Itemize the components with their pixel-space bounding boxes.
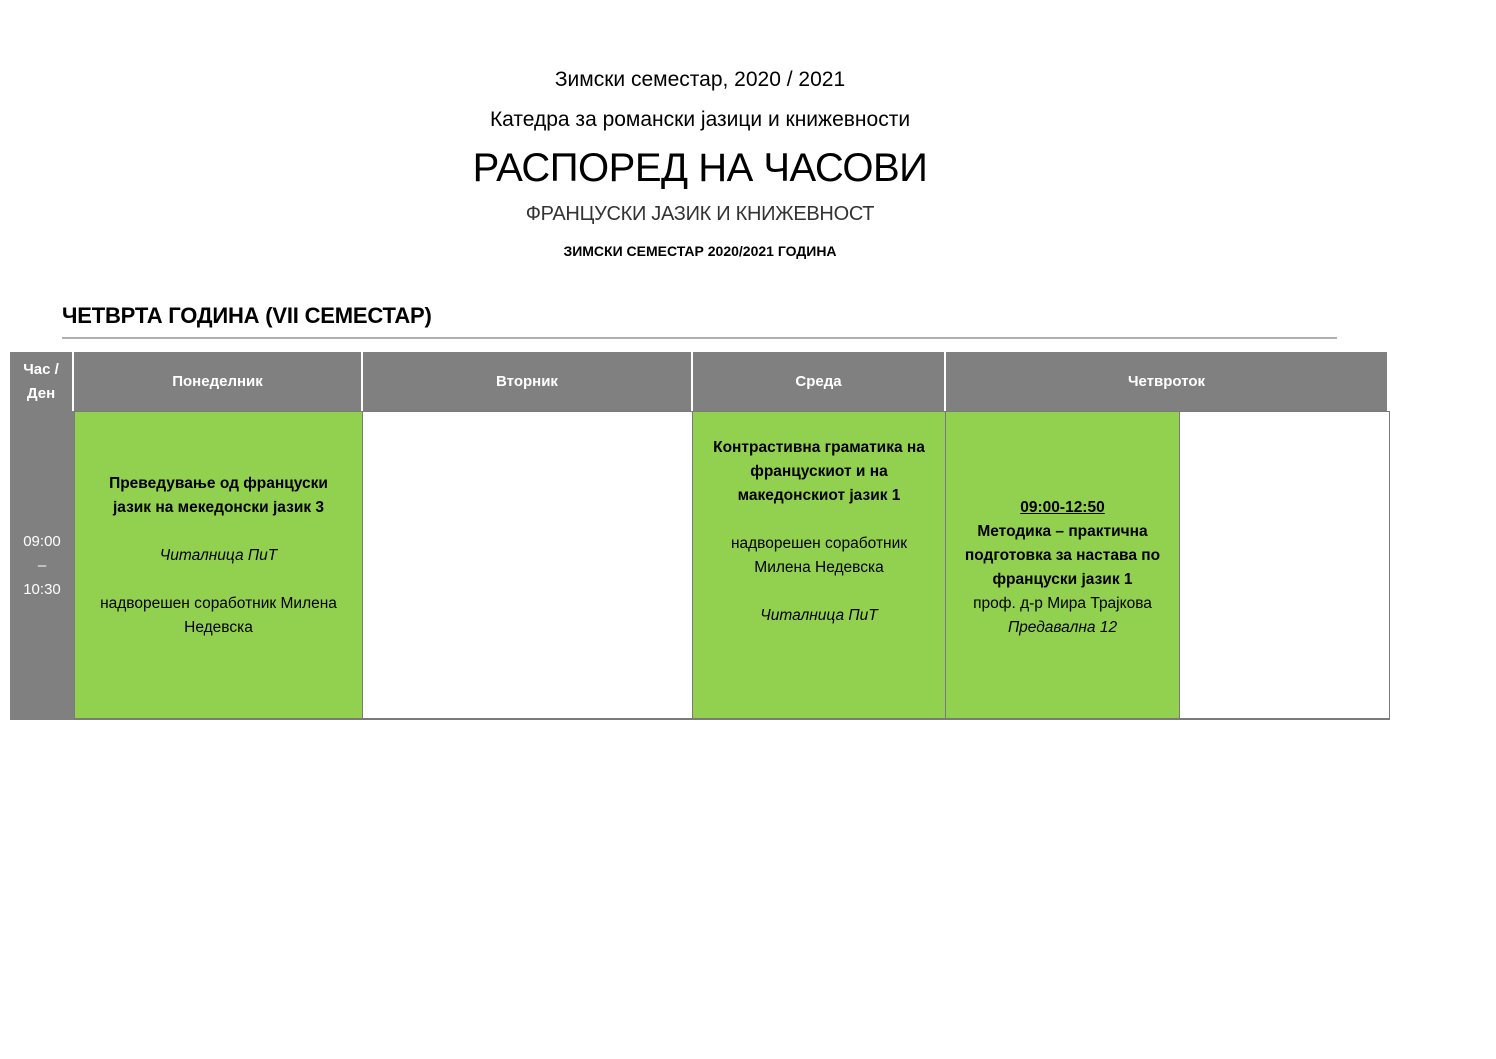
monday-room: Читалница ПиТ (159, 547, 278, 564)
wednesday-course-line: Контрастивна граматика на (713, 439, 925, 456)
monday-course-line: јазик на мекедонски јазик 3 (112, 499, 325, 516)
day-header-monday: Понеделник (74, 352, 363, 411)
monday-lecturer-line: надворешен соработник Милена (100, 595, 337, 612)
day-header-thursday: Четвроток (946, 352, 1387, 411)
time-header-line: Час / (23, 360, 59, 378)
thursday-course-line: подготовка за настава по (964, 547, 1161, 564)
thursday-class-cell (946, 411, 1180, 720)
wednesday-course-line: францускиот и на (750, 463, 888, 480)
day-header-tuesday: Вторник (363, 352, 693, 411)
wednesday-room: Читалница ПиТ (760, 607, 878, 624)
page-title: РАСПОРЕД НА ЧАСОВИ (472, 146, 928, 190)
year-heading: ЧЕТВРТА ГОДИНА (VII СЕМЕСТАР) (62, 303, 432, 328)
wednesday-lecturer-line: Милена Недевска (754, 559, 884, 576)
semester-subtitle: ЗИМСКИ СЕМЕСТАР 2020/2021 ГОДИНА (563, 243, 837, 259)
semester-line: Зимски семестар, 2020 / 2021 (554, 68, 846, 91)
heading-divider (62, 337, 1337, 339)
wednesday-course-line: македонскиот јазик 1 (737, 487, 901, 504)
monday-course-line: Преведување од француски (109, 475, 328, 492)
thursday-empty-cell (1180, 411, 1390, 720)
day-header-wednesday: Среда (693, 352, 946, 411)
thursday-time: 09:00-12:50 (1020, 499, 1105, 516)
thursday-lecturer: проф. д-р Мира Трајкова (973, 595, 1152, 612)
time-dash: – (37, 556, 47, 574)
thursday-room: Предавална 12 (1007, 619, 1118, 636)
tuesday-empty-cell (363, 411, 693, 720)
time-day-header (10, 352, 74, 411)
monday-lecturer-line: Недевска (184, 619, 253, 636)
wednesday-class-cell (693, 411, 946, 720)
thursday-course-line: Методика – практична (977, 523, 1148, 540)
wednesday-lecturer-line: надворешен соработник (730, 535, 908, 552)
thursday-course-line: француски јазик 1 (992, 571, 1133, 588)
department-line: Катедра за романски јазици и книжевности (489, 108, 911, 131)
day-header-line: Ден (26, 384, 56, 402)
time-end: 10:30 (23, 580, 61, 598)
time-start: 09:00 (23, 532, 61, 550)
program-subtitle: ФРАНЦУСКИ ЈАЗИК И КНИЖЕВНОСТ (525, 203, 875, 225)
time-slot-cell (10, 411, 74, 720)
monday-class-cell (74, 411, 363, 720)
